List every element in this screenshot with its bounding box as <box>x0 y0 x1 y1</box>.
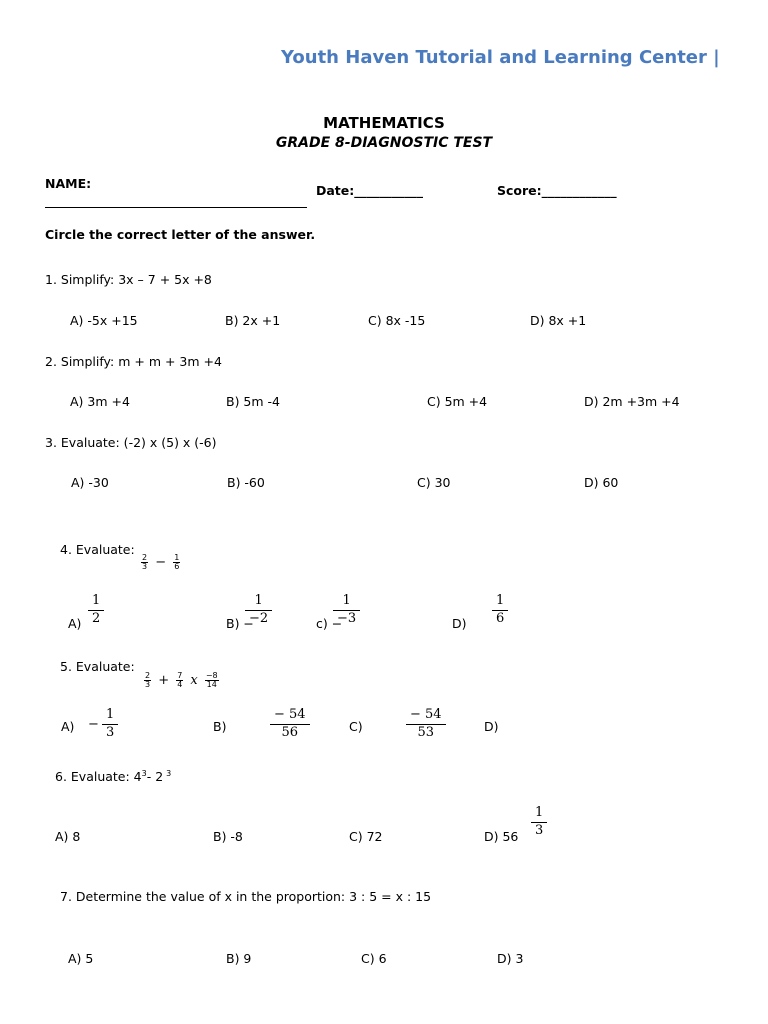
q5-option-c-letter[interactable]: C) <box>349 719 363 734</box>
instruction-text: Circle the correct letter of the answer. <box>45 227 316 242</box>
score-field[interactable]: Score:____________ <box>497 183 617 198</box>
q5-option-d-letter[interactable]: D) <box>484 719 499 734</box>
q4-option-c-letter[interactable]: c) − <box>316 616 343 631</box>
name-label: NAME: <box>45 176 92 191</box>
q6-option-b[interactable]: B) -8 <box>213 829 243 844</box>
q2-option-b[interactable]: B) 5m -4 <box>226 394 280 409</box>
q4-option-d-fraction[interactable]: $\frac{1}{6}$ <box>492 594 508 627</box>
question-2: 2. Simplify: m + m + 3m +4 <box>45 354 222 369</box>
q3-option-a[interactable]: A) -30 <box>71 475 109 490</box>
q6-option-a[interactable]: A) 8 <box>55 829 81 844</box>
q5-option-a-sign: − <box>88 717 99 732</box>
date-field[interactable]: Date:___________ <box>316 183 424 198</box>
name-line[interactable] <box>45 207 307 208</box>
q3-option-d[interactable]: D) 60 <box>584 475 619 490</box>
question-4-label: 4. Evaluate: <box>60 542 135 557</box>
center-name-header: Youth Haven Tutorial and Learning Center | <box>281 47 720 68</box>
q6-stray-fraction: $\frac{1}{3}$ <box>531 806 547 839</box>
q3-option-c[interactable]: C) 30 <box>417 475 451 490</box>
q1-option-b[interactable]: B) 2x +1 <box>225 313 281 328</box>
q1-option-d[interactable]: D) 8x +1 <box>530 313 587 328</box>
q5-option-c-fraction[interactable]: $\frac{- 54}{53}$ <box>406 708 446 741</box>
q4-option-d-letter[interactable]: D) <box>452 616 467 631</box>
question-7: 7. Determine the value of x in the proportion: 3 : 5 = x : 15 <box>60 889 432 904</box>
q5-option-a-fraction[interactable]: $\frac{1}{3}$ <box>102 708 118 741</box>
q4-option-a-fraction[interactable]: $\frac{1}{2}$ <box>88 594 104 627</box>
q6-option-c[interactable]: C) 72 <box>349 829 383 844</box>
q5-option-b-fraction[interactable]: $\frac{- 54}{56}$ <box>270 708 310 741</box>
q5-option-b-letter[interactable]: B) <box>213 719 227 734</box>
question-3: 3. Evaluate: (-2) x (5) x (-6) <box>45 435 217 450</box>
q7-option-d[interactable]: D) 3 <box>497 951 524 966</box>
question-4-expression: $\frac{2}{3}$ − $\frac{1}{6}$ <box>142 553 180 571</box>
q7-option-a[interactable]: A) 5 <box>68 951 94 966</box>
q2-option-a[interactable]: A) 3m +4 <box>70 394 130 409</box>
q6-option-d[interactable]: D) 56 <box>484 829 519 844</box>
question-5-expression: $\frac{2}{3}$ + $\frac{7}{4}$ x $\frac{-8}{14}$ <box>145 671 218 689</box>
q4-option-b-fraction[interactable]: $\frac{1}{-2}$ <box>245 594 272 627</box>
q4-option-a-letter[interactable]: A) <box>68 616 82 631</box>
q7-option-b[interactable]: B) 9 <box>226 951 252 966</box>
q1-option-c[interactable]: C) 8x -15 <box>368 313 426 328</box>
q2-option-d[interactable]: D) 2m +3m +4 <box>584 394 680 409</box>
question-5-label: 5. Evaluate: <box>60 659 135 674</box>
test-subtitle: GRADE 8-DIAGNOSTIC TEST <box>275 135 493 151</box>
q1-option-a[interactable]: A) -5x +15 <box>70 313 138 328</box>
q4-option-c-fraction[interactable]: $\frac{1}{-3}$ <box>333 594 360 627</box>
q5-option-a-letter[interactable]: A) <box>61 719 75 734</box>
q3-option-b[interactable]: B) -60 <box>227 475 265 490</box>
q2-option-c[interactable]: C) 5m +4 <box>427 394 488 409</box>
subject-title: MATHEMATICS <box>323 114 445 132</box>
question-1: 1. Simplify: 3x – 7 + 5x +8 <box>45 272 212 287</box>
q7-option-c[interactable]: C) 6 <box>361 951 387 966</box>
q4-option-b-letter[interactable]: B) − <box>226 616 254 631</box>
question-6: 6. Evaluate: $4^3-$ 2 $^3$ <box>55 768 172 784</box>
